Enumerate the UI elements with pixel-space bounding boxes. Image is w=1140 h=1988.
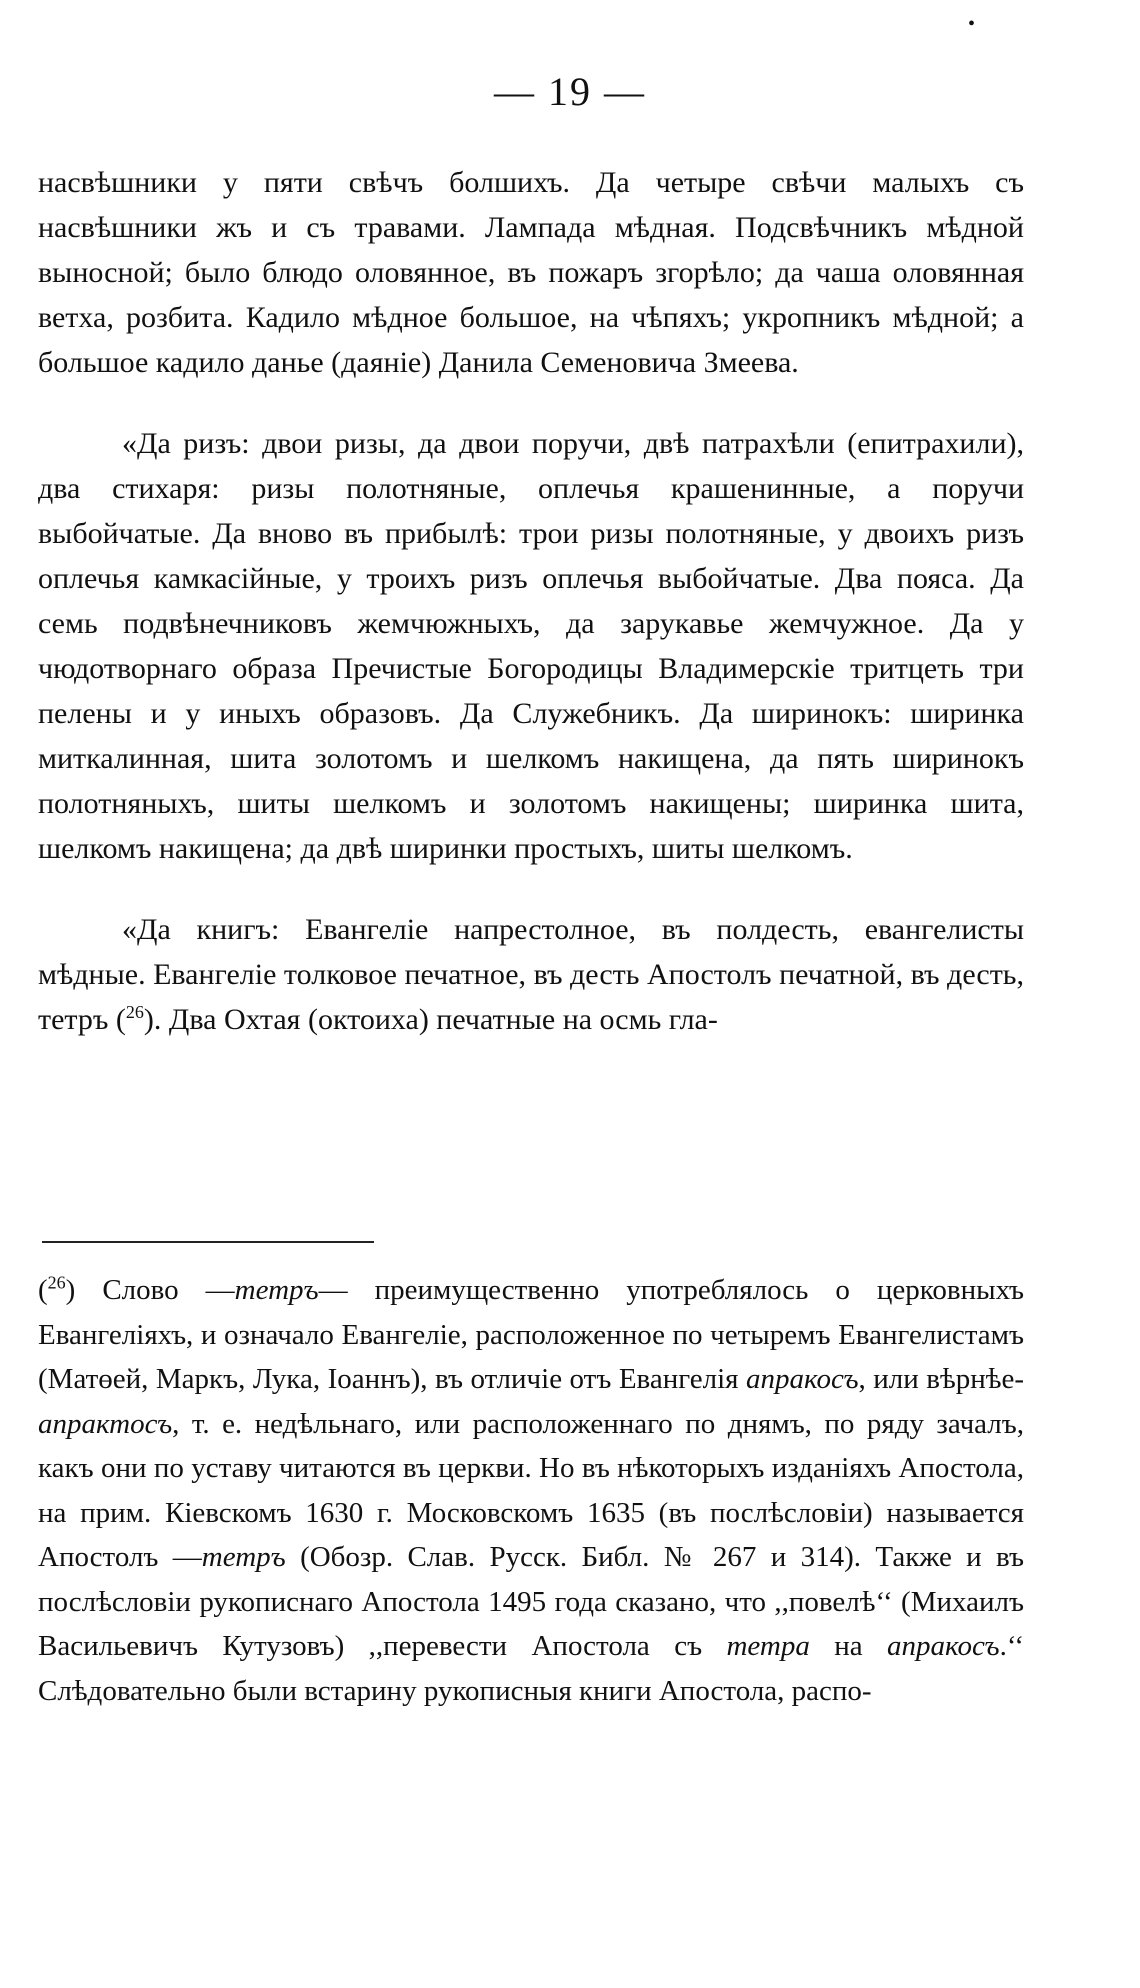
page-number: — 19 —: [494, 69, 646, 114]
footnote-text-6: на: [809, 1630, 888, 1662]
footnote-mark: 26: [47, 1272, 66, 1293]
paragraph-3: [38, 907, 1024, 1042]
paragraph-1: насвѣшники у пяти свѣчъ болшихъ. Да четыре свѣчи малыхъ съ насвѣшники жъ и съ травами. Лампада мѣдная. Подсвѣчникъ мѣдной выносной; было блюдо оловянное, въ пожаръ згорѣло; да чаша оловянная ветха, розбита. Кадило мѣдное большое, на чѣпяхъ; укропникъ мѣдной; а большое кадило данье (даяніе) Данила Семеновича Змеева.: [38, 166, 1024, 379]
corner-mark: •: [968, 13, 976, 35]
footnote-text-1: ) Слово —: [65, 1274, 235, 1306]
paragraph-2: «Да ризъ: двои ризы, да двои поручи, двѣ патрахѣли (епитрахили), два стихаря: ризы полотняные, оплечья крашенинные, а поручи выбойчатые. Да вново въ прибылѣ: трои ризы полотняные, у двоихъ ризъ оплечья камкасійные, у троихъ ризъ оплечья выбойчатые. Два пояса. Да семь подвѣнечниковъ жемчюжныхъ, да зарукавье жемчужное. Да у чюдотворнаго образа Пречистые Богородицы Владимерскіе тритцеть три пелены и у иныхъ образовъ. Да Служебникъ. Да ширинокъ: ширинка миткалинная, шита золотомъ и шелкомъ накищена, да пять ширинокъ полотняныхъ, шиты шелкомъ и золотомъ накищены; ширинка шита, шелкомъ накищена; да двѣ ширинки простыхъ, шиты шелкомъ.: [38, 427, 1024, 865]
footnote-text-3: , или вѣрнѣе-: [858, 1363, 1024, 1395]
footnote-reference: 26: [125, 1002, 144, 1022]
footnote-separator: [42, 1241, 374, 1243]
footnote-text-5: (Обозр. Слав. Русск. Библ. № 267 и 314). Также и въ послѣсловіи рукописнаго Апостола 1495 года сказано, что ,,повелѣ‘‘ (Михаилъ Васильевичъ Кутузовъ) ,,перевести Апостола съ: [38, 1541, 1024, 1662]
main-text: [38, 160, 1024, 1042]
footnote-term-tetr-2: тетръ: [201, 1541, 286, 1573]
paragraph-3-text-end: ). Два Охтая (октоиха) печатные на осмь гла-: [143, 1003, 718, 1036]
footnote-text-7: .‘‘ Слѣдовательно были встарину рукописныя книги Апостола, распо-: [38, 1630, 1024, 1707]
footnote-term-tetra: тетра: [726, 1630, 810, 1662]
paragraph-3-text-start: «Да книгъ: Евангеліе напрестолное, въ полдесть, евангелисты мѣдные. Евангеліе толковое печатное, въ десть Апостолъ печатной, въ десть, тетръ (: [38, 913, 1024, 1036]
footnote-term-aprakos: апракосъ: [746, 1363, 859, 1395]
footnote-term-aprakos-2: апракосъ: [887, 1630, 1000, 1662]
footnote-text-4: , т. е. недѣльнаго, или расположеннаго по днямъ, по ряду зачалъ, какъ они по уставу читаются въ церкви. Но въ нѣкоторыхъ изданіяхъ Апостола, на прим. Кіевскомъ 1630 г. Московскомъ 1635 (въ послѣсловіи) называется Апостолъ —: [38, 1407, 1024, 1573]
footnote-term-tetr: тетръ: [234, 1274, 319, 1306]
footnote-text-2: — преимущественно употреблялось о церковныхъ Евангеліяхъ, и означало Евангеліе, расположенное по четыремъ Евангелистамъ (Матөей, Маркъ, Лука, Іоаннъ), въ отличіе отъ Евангелія: [38, 1274, 1024, 1395]
footnote-term-apraktos: апрактосъ: [38, 1407, 173, 1440]
footnote-26: ($^{26}$) Слово —тетръ— преимущественно употреблялось о церковныхъ Евангеліяхъ, и означало Евангеліе, расположенное по четыремъ Евангелистамъ (Матөей, Маркъ, Лука, Іоаннъ), въ отличіе отъ Евангелія апракосъ, или вѣрнѣе-апрактосъ, т. е. недѣльнаго, или расположеннаго по днямъ, по ряду зачалъ, какъ они по уставу читаются въ церкви. Но въ нѣкоторыхъ изданіяхъ Апостола, на прим. Кіевскомъ 1630 г. Московскомъ 1635 (въ послѣсловіи) называется Апостолъ —тетръ (Обозр. Слав. Русск. Библ. № 267 и 314). Также и въ послѣсловіи рукописнаго Апостола 1495 года сказано, что ,,повелѣ‘‘ (Михаилъ Васильевичъ Кутузовъ) ,,перевести Апостола съ тетра на апракосъ.‘‘ Слѣдовательно были встарину рукописныя книги Апостола, распо-: [38, 1272, 1024, 1707]
